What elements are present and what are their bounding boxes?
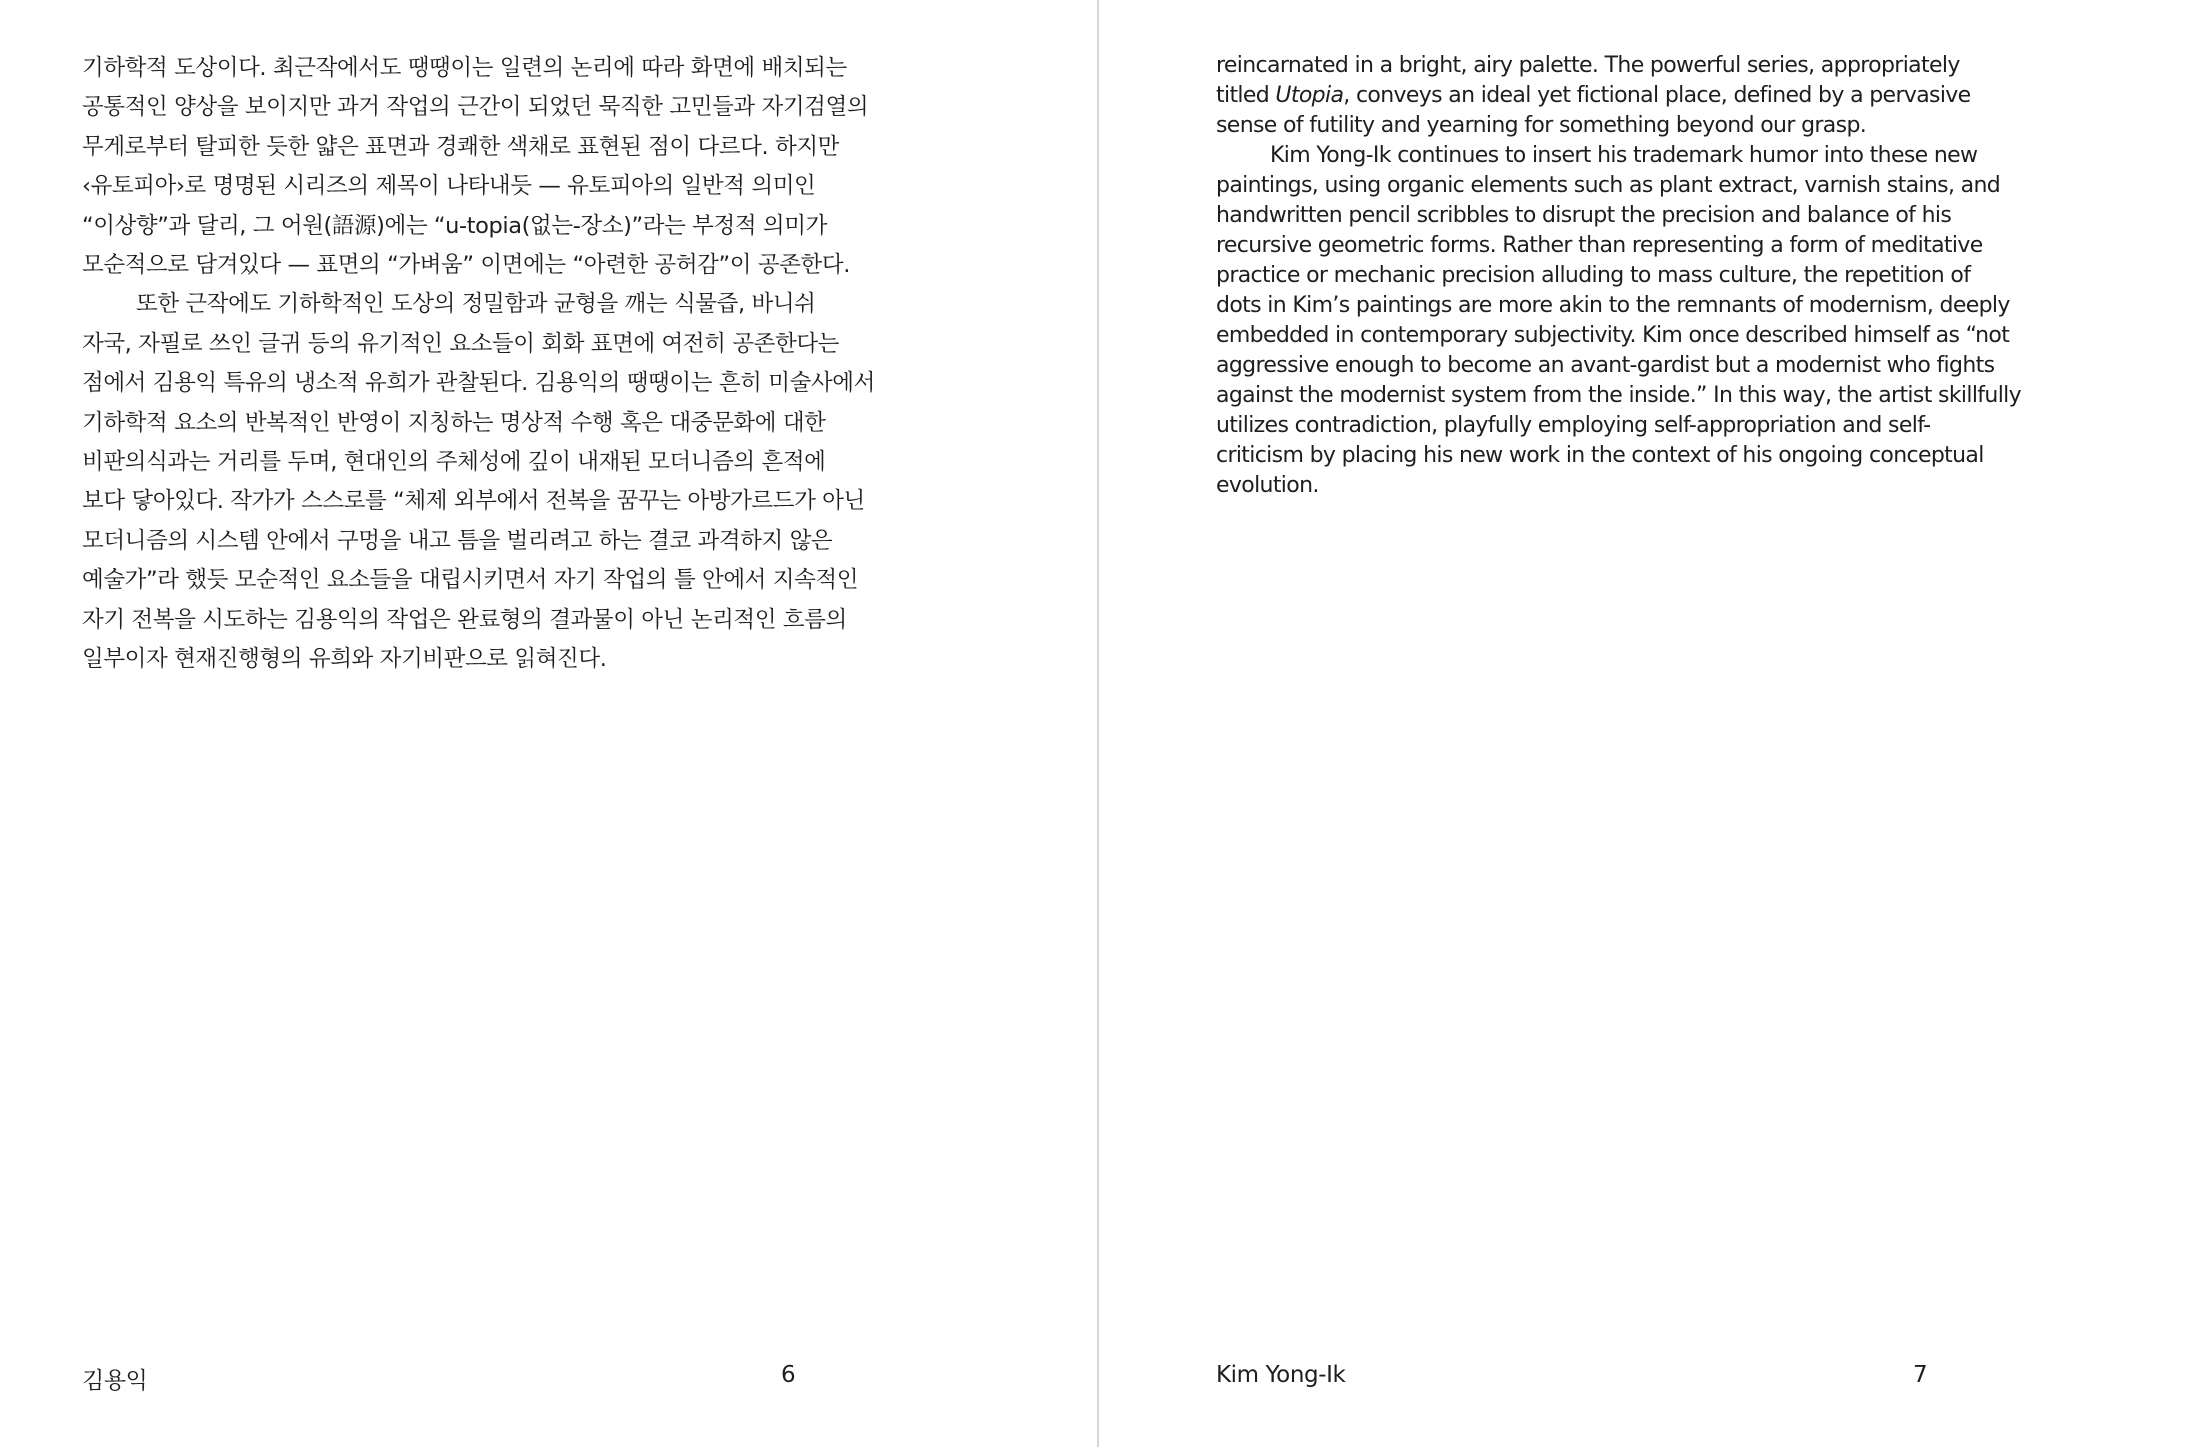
page-divider: [1097, 0, 1099, 1447]
text-line: 일부이자 현재진행형의 유희와 자기비판으로 읽혀진다.: [82, 646, 607, 673]
text-line: evolution.: [1216, 473, 1319, 498]
text-line: 자국, 자필로 쓰인 글귀 등의 유기적인 요소들이 회화 표면에 여전히 공존한다는: [82, 330, 839, 357]
text-line: 무게로부터 탈피한 듯한 얇은 표면과 경쾌한 색채로 표현된 점이 다르다. 하지만: [82, 133, 839, 160]
text-line: 또한 근작에도 기하학적인 도상의 정밀함과 균형을 깨는 식물즙, 바니쉬: [136, 291, 816, 318]
english-body-text: [1216, 51, 2076, 501]
text-line: 자기 전복을 시도하는 김용익의 작업은 완료형의 결과물이 아닌 논리적인 흐름의: [82, 606, 847, 633]
text-line: 보다 닿아있다. 작가가 스스로를 “체제 외부에서 전복을 꿈꾸는 아방가르드가 아닌: [82, 488, 865, 515]
text-line: “이상향”과 달리, 그 어원(語源)에는 “u-topia(없는-장소)”라는 부정적 의미가: [82, 212, 827, 239]
text-line: Kim Yong-Ik continues to insert his trademark humor into these new: [1270, 143, 1978, 168]
text-line: against the modernist system from the inside.” In this way, the artist skillfully: [1216, 383, 2021, 408]
page-number: 7: [1913, 1362, 1928, 1388]
text-line: ‹유토피아›로 명명된 시리즈의 제목이 나타내듯 — 유토피아의 일반적 의미인: [82, 173, 816, 200]
text-line: handwritten pencil scribbles to disrupt the precision and balance of his: [1216, 203, 1952, 228]
series-title-italic: Utopia: [1275, 83, 1344, 108]
text-line: criticism by placing his new work in the context of his ongoing conceptual: [1216, 443, 1984, 468]
text-line: 기하학적 도상이다. 최근작에서도 땡땡이는 일련의 논리에 따라 화면에 배치되는: [82, 55, 847, 81]
text-line: 예술가”라 했듯 모순적인 요소들을 대립시키면서 자기 작업의 틀 안에서 지속적인: [82, 567, 859, 594]
running-footer-author: 김용익: [82, 1368, 148, 1394]
right-page: [1100, 0, 2196, 1447]
text-line: aggressive enough to become an avant-gardist but a modernist who fights: [1216, 353, 1995, 378]
text-line: dots in Kim’s paintings are more akin to the remnants of modernism, deeply: [1216, 293, 2010, 318]
text-line: reincarnated in a bright, airy palette. The powerful series, appropriately: [1216, 53, 1960, 78]
text-run: , conveys an ideal yet fictional place, defined by a pervasive: [1343, 83, 1971, 108]
text-line: 점에서 김용익 특유의 냉소적 유희가 관찰된다. 김용익의 땡땡이는 흔히 미술사에서: [82, 370, 875, 397]
running-footer-author: Kim Yong-Ik: [1216, 1362, 1346, 1388]
text-line: practice or mechanic precision alluding to mass culture, the repetition of: [1216, 263, 1971, 288]
text-line: 공통적인 양상을 보이지만 과거 작업의 근간이 되었던 묵직한 고민들과 자기검열의: [82, 94, 869, 121]
text-line: paintings, using organic elements such as plant extract, varnish stains, and: [1216, 173, 2001, 198]
left-page: [0, 0, 1096, 1447]
text-line: recursive geometric forms. Rather than representing a form of meditative: [1216, 233, 1983, 258]
text-line: embedded in contemporary subjectivity. Kim once described himself as “not: [1216, 323, 2010, 348]
text-run: titled: [1216, 83, 1276, 108]
text-line: 비판의식과는 거리를 두며, 현대인의 주체성에 깊이 내재된 모더니즘의 흔적에: [82, 449, 826, 476]
korean-body-text: [82, 49, 882, 680]
text-line: sense of futility and yearning for something beyond our grasp.: [1216, 113, 1867, 138]
text-line: 모순적으로 담겨있다 — 표면의 “가벼움” 이면에는 “아련한 공허감”이 공존한다.: [82, 252, 850, 279]
text-line: 모더니즘의 시스템 안에서 구멍을 내고 틈을 벌리려고 하는 결코 과격하지 않은: [82, 527, 833, 554]
text-line: 기하학적 요소의 반복적인 반영이 지칭하는 명상적 수행 혹은 대중문화에 대한: [82, 409, 826, 436]
page-number: 6: [781, 1362, 796, 1388]
text-line: [1216, 81, 2076, 111]
text-line: utilizes contradiction, playfully employing self-appropriation and self-: [1216, 413, 1931, 438]
